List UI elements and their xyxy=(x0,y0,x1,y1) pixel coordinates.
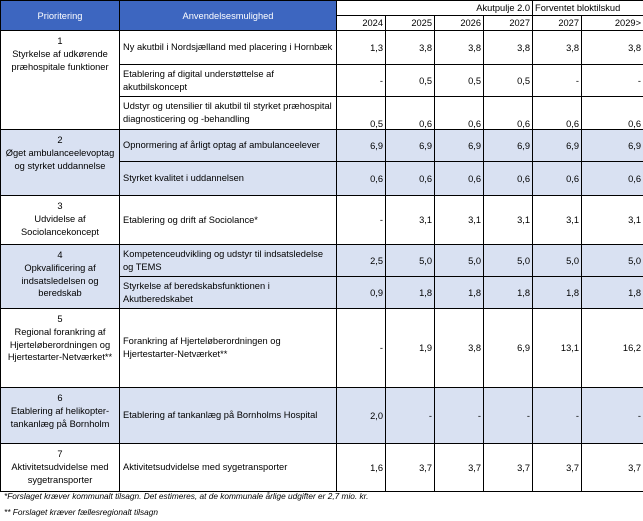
priority-number: 3 xyxy=(57,201,63,211)
value-cell: 1,9 xyxy=(386,309,435,388)
value-cell: 0,6 xyxy=(484,97,533,130)
value-cell: 3,8 xyxy=(533,31,582,65)
header-fund-akutpulje: Akutpulje 2.0 xyxy=(337,1,533,16)
value-cell: 1,8 xyxy=(533,277,582,309)
value-cell: 3,1 xyxy=(484,196,533,245)
value-cell: 6,9 xyxy=(582,130,643,162)
value-cell: 0,5 xyxy=(435,65,484,97)
value-cell: 1,8 xyxy=(386,277,435,309)
value-cell: - xyxy=(533,65,582,97)
value-cell: 1,8 xyxy=(484,277,533,309)
value-cell: 5,0 xyxy=(386,245,435,277)
value-cell: 0,6 xyxy=(386,162,435,196)
use-cell: Aktivitetsudvidelse med sygetransporter xyxy=(120,444,337,492)
priority-cell xyxy=(1,444,120,492)
priority-title: Styrkelse af udkørende præhospitale funktioner xyxy=(11,48,109,72)
value-cell: 0,6 xyxy=(337,162,386,196)
value-cell: 6,9 xyxy=(386,130,435,162)
value-cell: 0,6 xyxy=(484,162,533,196)
value-cell: 0,5 xyxy=(386,65,435,97)
priority-number: 1 xyxy=(57,36,63,46)
priority-title: Udvidelse af Sociolancekoncept xyxy=(20,213,100,237)
value-cell: 2,0 xyxy=(337,388,386,444)
value-cell: 1,8 xyxy=(435,277,484,309)
value-cell: 0,5 xyxy=(337,97,386,130)
value-cell: 0,9 xyxy=(337,277,386,309)
value-cell: 6,9 xyxy=(484,309,533,388)
value-cell: 0,6 xyxy=(435,97,484,130)
value-cell: 3,7 xyxy=(533,444,582,492)
value-cell: 3,8 xyxy=(435,31,484,65)
priority-cell xyxy=(1,31,120,130)
use-cell: Etablering af tankanlæg på Bornholms Hospital xyxy=(120,388,337,444)
priority-title: Etablering af helikopter-tankanlæg på Bornholm xyxy=(10,405,110,429)
value-cell: 0,6 xyxy=(386,97,435,130)
footnote-municipal: *Forslaget kræver kommunalt tilsagn. Det estimeres, at de kommunale årlige udgifter er 2,7 mio. kr. xyxy=(4,491,369,501)
header-year: 2026 xyxy=(435,16,484,31)
header-year: 2027 xyxy=(484,16,533,31)
table-row xyxy=(1,196,643,245)
value-cell: - xyxy=(435,388,484,444)
value-cell: 3,8 xyxy=(386,31,435,65)
value-cell: 5,0 xyxy=(582,245,643,277)
value-cell: - xyxy=(533,388,582,444)
use-cell: Kompetenceudvikling og udstyr til indsatsledelse og TEMS xyxy=(120,245,337,277)
header-fund-bloktilskud: Forventet bloktilskud xyxy=(533,1,643,16)
value-cell: 2,5 xyxy=(337,245,386,277)
use-cell: Forankring af Hjerteløberordningen og Hjertestarter-Netværket** xyxy=(120,309,337,388)
priority-title: Regional forankring af Hjerteløberordningen og Hjertestarter-Netværket** xyxy=(7,326,113,363)
header-use: Anvendelsesmulighed xyxy=(120,1,337,31)
value-cell: 1,3 xyxy=(337,31,386,65)
value-cell: - xyxy=(484,388,533,444)
value-cell: - xyxy=(582,65,643,97)
priority-title: Øget ambulanceelevoptag og styrket uddannelse xyxy=(5,147,115,171)
value-cell: 0,6 xyxy=(435,162,484,196)
header-year: 2029> xyxy=(582,16,643,31)
header-priority: Prioritering xyxy=(1,1,120,31)
use-cell: Udstyr og utensilier til akutbil til styrket præhospital diagnosticering og -behandling xyxy=(120,97,337,130)
value-cell: 3,8 xyxy=(484,31,533,65)
use-cell: Etablering og drift af Sociolance* xyxy=(120,196,337,245)
table-row xyxy=(1,388,643,444)
value-cell: 6,9 xyxy=(435,130,484,162)
value-cell: 3,8 xyxy=(582,31,643,65)
use-cell: Etablering af digital understøttelse af akutbilskoncept xyxy=(120,65,337,97)
footnote-regional: ** Forslaget kræver fællesregionalt tilsagn xyxy=(4,507,159,517)
value-cell: 5,0 xyxy=(484,245,533,277)
value-cell: 3,7 xyxy=(582,444,643,492)
value-cell: 0,6 xyxy=(582,162,643,196)
value-cell: 13,1 xyxy=(533,309,582,388)
table-row xyxy=(1,309,643,388)
value-cell: - xyxy=(386,388,435,444)
value-cell: - xyxy=(337,196,386,245)
value-cell: - xyxy=(337,309,386,388)
value-cell: 3,1 xyxy=(582,196,643,245)
priority-cell xyxy=(1,388,120,444)
table-row xyxy=(1,130,643,162)
header-year: 2024 xyxy=(337,16,386,31)
use-cell: Ny akutbil i Nordsjælland med placering i Hornbæk xyxy=(120,31,337,65)
value-cell: 3,1 xyxy=(533,196,582,245)
value-cell: 5,0 xyxy=(435,245,484,277)
value-cell: 3,1 xyxy=(435,196,484,245)
header-year: 2025 xyxy=(386,16,435,31)
priority-cell xyxy=(1,245,120,309)
value-cell: - xyxy=(337,65,386,97)
value-cell: - xyxy=(582,388,643,444)
value-cell: 6,9 xyxy=(337,130,386,162)
value-cell: 1,6 xyxy=(337,444,386,492)
priority-number: 5 xyxy=(57,314,63,324)
table-row xyxy=(1,31,643,65)
value-cell: 3,1 xyxy=(386,196,435,245)
value-cell: 6,9 xyxy=(533,130,582,162)
value-cell: 16,2 xyxy=(582,309,643,388)
priority-title: Opkvalificering af indsatsledelsen og beredskab xyxy=(21,262,99,299)
use-cell: Opnormering af årligt optag af ambulanceelever xyxy=(120,130,337,162)
priority-cell xyxy=(1,309,120,388)
value-cell: 5,0 xyxy=(533,245,582,277)
value-cell: 1,8 xyxy=(582,277,643,309)
priority-number: 2 xyxy=(57,135,63,145)
value-cell: 0,6 xyxy=(582,97,643,130)
value-cell: 6,9 xyxy=(484,130,533,162)
priority-number: 4 xyxy=(57,250,63,260)
priority-cell xyxy=(1,130,120,196)
value-cell: 3,8 xyxy=(435,309,484,388)
priority-cell xyxy=(1,196,120,245)
value-cell: 0,5 xyxy=(484,65,533,97)
header-year: 2027 xyxy=(533,16,582,31)
use-cell: Styrkelse af beredskabsfunktionen i Akutberedskabet xyxy=(120,277,337,309)
value-cell: 3,7 xyxy=(484,444,533,492)
use-cell: Styrket kvalitet i uddannelsen xyxy=(120,162,337,196)
value-cell: 3,7 xyxy=(386,444,435,492)
priority-title: Aktivitetsudvidelse med sygetransporter xyxy=(11,461,109,485)
value-cell: 0,6 xyxy=(533,97,582,130)
value-cell: 3,7 xyxy=(435,444,484,492)
priority-number: 6 xyxy=(57,393,63,403)
value-cell: 0,6 xyxy=(533,162,582,196)
priority-number: 7 xyxy=(57,449,63,459)
table-row xyxy=(1,444,643,492)
table-row xyxy=(1,245,643,277)
